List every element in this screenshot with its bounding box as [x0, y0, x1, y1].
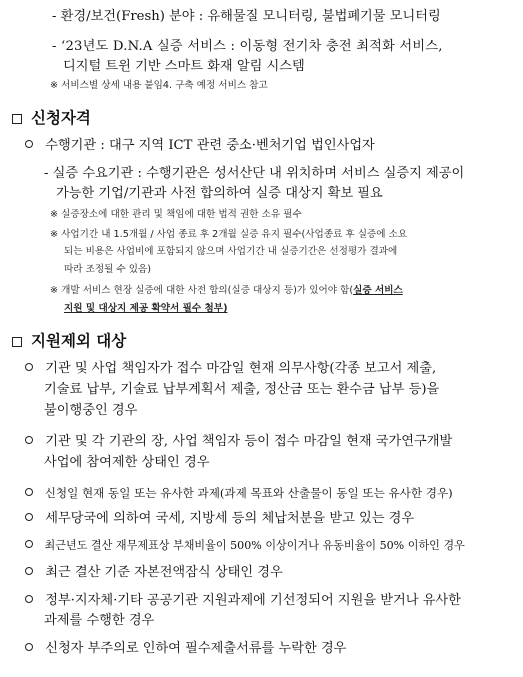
- circle-bullet-icon: [25, 513, 33, 521]
- exclusion-item-1-line-1: 기관 및 사업 책임자가 접수 마감일 현재 의무사항(각종 보고서 제출,: [45, 361, 437, 376]
- exclusion-item-6-text: 최근 결산 기준 자본전액잠식 상태인 경우: [45, 565, 283, 580]
- exclusion-item-4-text: 세무당국에 의하여 국세, 지방세 등의 체납처분을 받고 있는 경우: [45, 511, 415, 526]
- exclusion-item-1-line-2: 기술료 납부, 기술료 납부계획서 제출, 정산금 또는 환수금 납부 등)을: [44, 382, 440, 397]
- dna-line-1: - ‘23년도 D.N.A 실증 서비스 : 이동형 전기차 충전 최적화 서비스,: [52, 39, 443, 54]
- circle-bullet-icon: [25, 540, 33, 548]
- section-heading-exclusions: [12, 331, 126, 351]
- note-mark: ※: [50, 80, 59, 91]
- note-3-underline-1: 실증 서비스: [353, 285, 403, 296]
- exclusion-item-8-text: 신청자 부주의로 인하여 필수제출서류를 누락한 경우: [45, 641, 347, 656]
- circle-bullet-icon: [25, 140, 33, 148]
- note-2-line-2: 되는 비용은 사업비에 포함되지 않으며 사업기간 내 실증기간은 선정평가 결과에: [64, 246, 398, 257]
- service-note-text: 서비스별 상세 내용 붙임4. 구축 예정 서비스 참고: [61, 80, 268, 91]
- exclusion-item-3: [25, 484, 453, 502]
- exclusion-item-5: [25, 537, 465, 555]
- exclusion-item-1: [25, 360, 436, 378]
- checkbox-square-icon: [12, 114, 22, 124]
- note-mark: ※: [50, 229, 59, 240]
- note-3-underline-2: 지원 및 대상지 제공 확약서 필수 첨부: [64, 303, 224, 314]
- exclusion-item-7-line-1: 정부·지자체·기타 공공기관 지원과제에 기선정되어 지원을 받거나 유사한: [45, 593, 461, 608]
- exclusion-item-4: [25, 510, 414, 528]
- exclusion-item-6: [25, 564, 283, 582]
- circle-bullet-icon: [25, 595, 33, 603]
- circle-bullet-icon: [25, 363, 33, 371]
- note-2-text-1: 사업기간 내 1.5개월 / 사업 종료 후 2개월 실증 유지 필수(사업종료 후 실증에 소요: [61, 229, 408, 240]
- exclusion-item-5-text: 최근년도 결산 재무제표상 부채비율이 500% 이상이거나 유동비율이 50% 이하인 경우: [44, 539, 465, 552]
- demand-line-1: - 실증 수요기관 : 수행기관은 성서산단 내 위치하며 서비스 실증지 제공이: [44, 166, 465, 181]
- section-heading-eligibility: [12, 108, 91, 128]
- eligible-org-text: 수행기관 : 대구 지역 ICT 관련 중소·벤처기업 법인사업자: [45, 138, 375, 153]
- circle-bullet-icon: [25, 488, 33, 496]
- dna-line-2: 디지털 트윈 기반 스마트 화재 알림 시스템: [63, 59, 305, 74]
- exclusion-item-3-text: 신청일 현재 동일 또는 유사한 과제(과제 목표와 산출물이 동일 또는 유사한 경우): [44, 486, 453, 500]
- note-3-close: ): [223, 303, 228, 314]
- service-note: [50, 79, 268, 93]
- checkbox-square-icon: [12, 337, 22, 347]
- note-3-text-1: 개발 서비스 현장 실증에 대한 사전 합의(실증 대상지 등)가 있어야 함(: [61, 285, 354, 296]
- section-title-eligibility: 신청자격: [31, 109, 91, 127]
- exclusion-item-2-line-2: 사업에 참여제한 상태인 경우: [44, 455, 210, 470]
- circle-bullet-icon: [25, 643, 33, 651]
- note-2-line-1: [50, 228, 407, 242]
- demand-line-2: 가능한 기업/기관과 사전 합의하여 실증 대상지 확보 필요: [56, 186, 383, 201]
- exclusion-item-7: [25, 592, 461, 610]
- note-3-line-1: [50, 284, 403, 298]
- exclusion-item-7-line-2: 과제를 수행한 경우: [44, 613, 155, 628]
- note-1-text: 실증장소에 대한 관리 및 책임에 대한 법적 권한 소유 필수: [61, 209, 302, 220]
- note-mark: ※: [50, 285, 59, 296]
- note-2-line-3: 따라 조정될 수 있음): [64, 264, 152, 275]
- circle-bullet-icon: [25, 436, 33, 444]
- exclusion-item-1-line-3: 불이행중인 경우: [44, 403, 138, 418]
- note-mark: ※: [50, 209, 59, 220]
- fresh-line: - 환경/보건(Fresh) 분야 : 유해물질 모니터링, 불법폐기물 모니터링: [52, 9, 441, 24]
- exclusion-item-2: [25, 433, 452, 451]
- section-title-exclusions: 지원제외 대상: [31, 332, 127, 350]
- exclusion-item-2-line-1: 기관 및 각 기관의 장, 사업 책임자 등이 접수 마감일 현재 국가연구개발: [45, 434, 453, 449]
- exclusion-item-8: [25, 640, 346, 658]
- note-1: [50, 208, 302, 222]
- note-3-line-2: [64, 302, 227, 316]
- circle-bullet-icon: [25, 567, 33, 575]
- eligible-org-line: [25, 137, 375, 155]
